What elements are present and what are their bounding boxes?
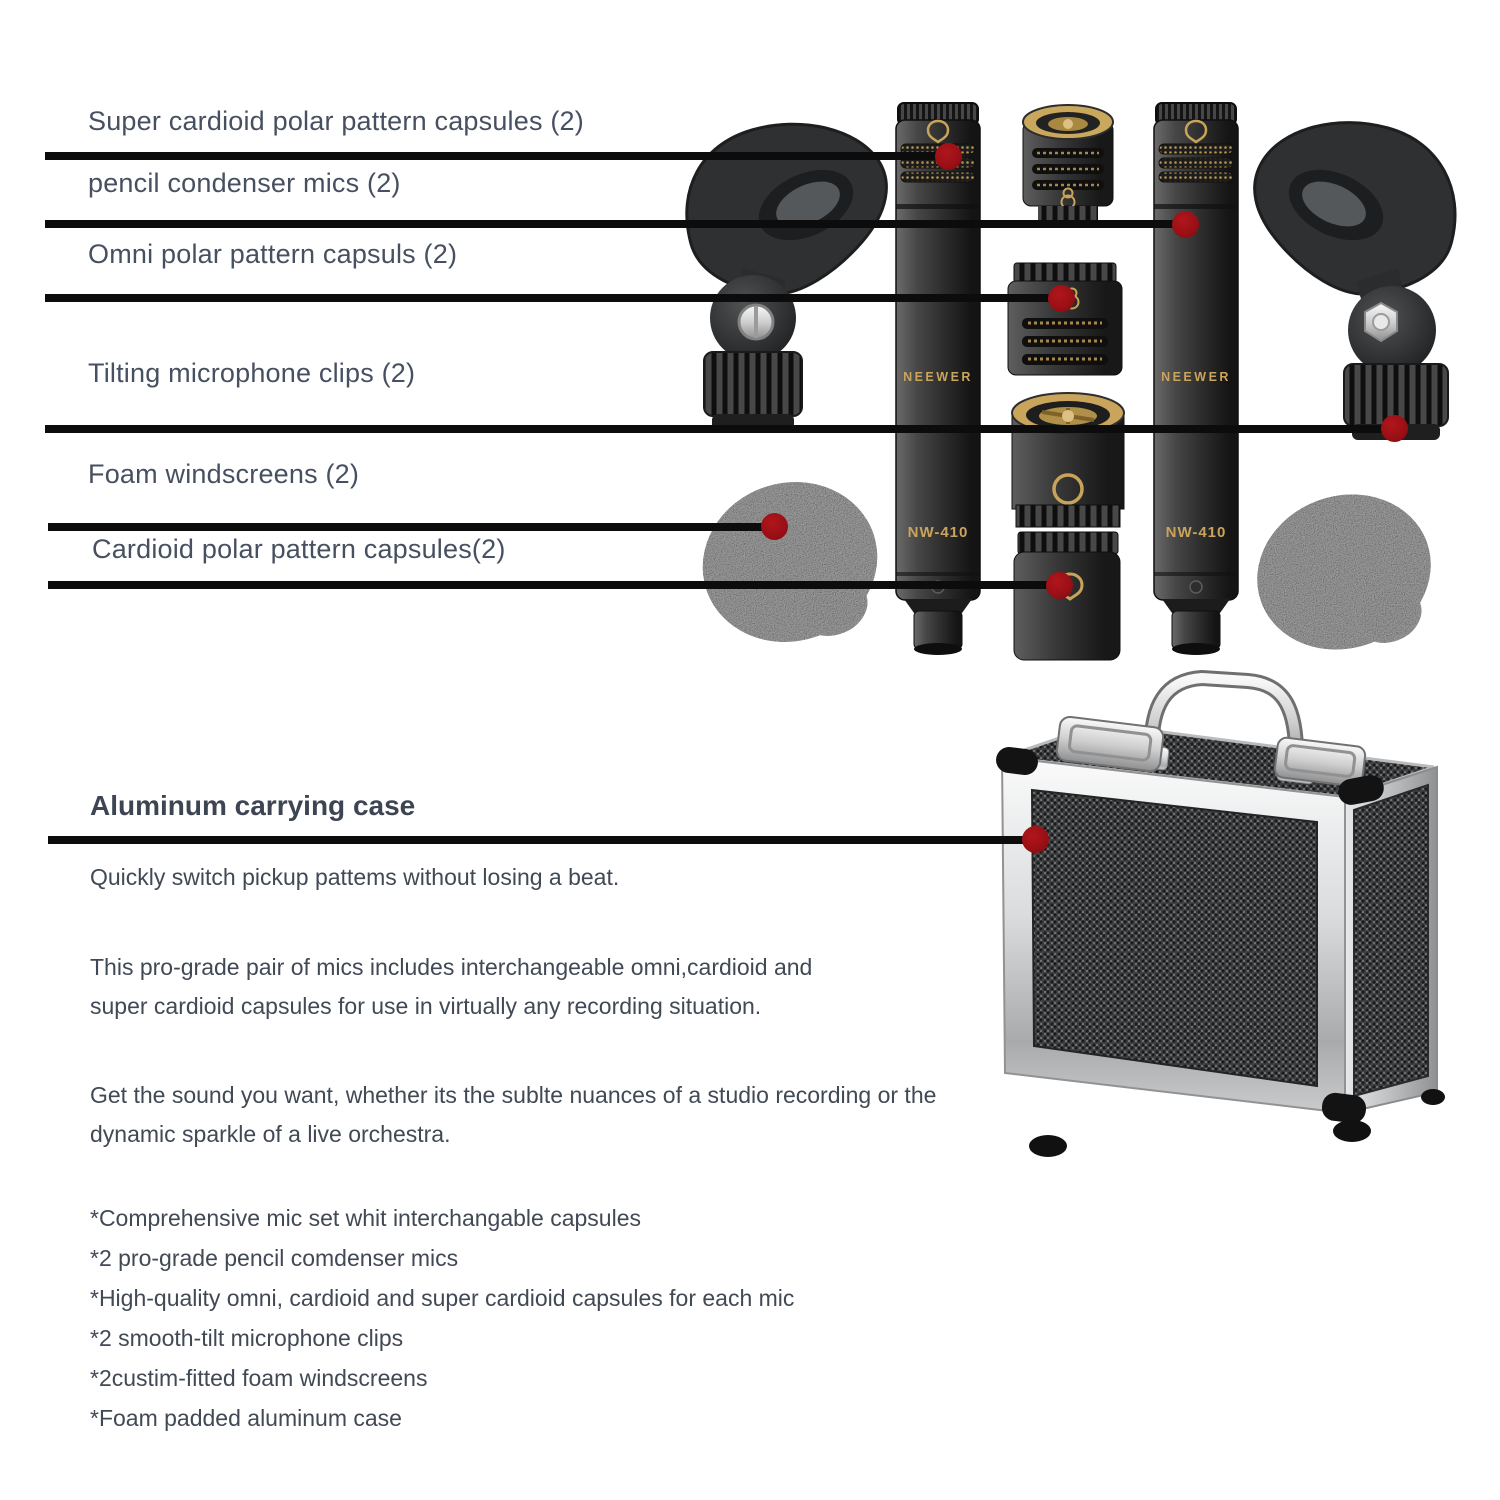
paragraph-get-the-sound: [90, 1076, 936, 1154]
callout-dot: [761, 513, 788, 540]
callout-line: [45, 152, 958, 160]
feature-bullet: *High-quality omni, cardioid and super cardioid capsules for each mic: [90, 1285, 795, 1311]
left-microphone: [896, 103, 980, 655]
omni-capsule-connector: [1012, 393, 1124, 527]
feature-bullet: *Comprehensive mic set whit interchangable capsules: [90, 1205, 642, 1231]
right-mic-clip: [1255, 123, 1455, 440]
case-foot: [1421, 1089, 1445, 1105]
callout-dot: [935, 143, 962, 170]
left-foam-windscreen: [682, 460, 898, 665]
callout-label: Omni polar pattern capsuls (2): [88, 239, 458, 269]
paragraph-line: Get the sound you want, whether its the sublte nuances of a studio recording or the: [90, 1082, 937, 1108]
feature-bullet: *2custim-fitted foam windscreens: [90, 1365, 428, 1391]
paragraph-line: dynamic sparkle of a live orchestra.: [90, 1121, 451, 1147]
carrying-case: [995, 678, 1445, 1157]
callout-line: [48, 581, 1067, 589]
paragraph-line: This pro-grade pair of mics includes interchangeable omni,cardioid and: [90, 954, 813, 980]
callout-label: Cardioid polar pattern capsules(2): [92, 534, 506, 564]
case-section-heading: Aluminum carrying case: [90, 790, 416, 821]
left-mic-clip: [687, 124, 887, 430]
callout-dot: [1046, 572, 1073, 599]
callout-line: [45, 220, 1193, 228]
callout-line: [48, 523, 783, 531]
callout-dot: [1172, 211, 1199, 238]
right-foam-windscreen: [1235, 470, 1452, 673]
paragraph-pro-grade: [90, 948, 812, 1026]
paragraph-line: super cardioid capsules for use in virtually any recording situation.: [90, 993, 762, 1019]
feature-bullet: *Foam padded aluminum case: [90, 1405, 402, 1431]
case-foot: [1333, 1120, 1371, 1142]
callout-dot: [1048, 285, 1075, 312]
feature-bullet: *2 pro-grade pencil comdenser mics: [90, 1245, 459, 1271]
super-cardioid-capsule-top: [1023, 105, 1113, 222]
paragraph-line: Quickly switch pickup pattems without losing a beat.: [90, 864, 620, 890]
right-microphone: [1154, 103, 1238, 655]
feature-bullet-list: [90, 1198, 794, 1438]
paragraph-quick-switch: [90, 858, 619, 897]
callout-label: Tilting microphone clips (2): [88, 358, 416, 388]
callout-line: [48, 836, 1043, 844]
callout-label: Foam windscreens (2): [88, 459, 360, 489]
callout-line: [45, 294, 1068, 302]
mic-model-label: NW-410: [907, 524, 969, 541]
callout-dot: [1022, 826, 1049, 853]
mic-brand-label: NEEWER: [903, 370, 973, 384]
feature-bullet: *2 smooth-tilt microphone clips: [90, 1325, 404, 1351]
callout-label: pencil condenser mics (2): [88, 168, 401, 198]
callout-label: Super cardioid polar pattern capsules (2): [88, 106, 584, 136]
super-cardioid-capsule: [1008, 263, 1122, 375]
callout-line: [45, 425, 1402, 433]
callout-dot: [1381, 415, 1408, 442]
case-foot: [1029, 1135, 1067, 1157]
